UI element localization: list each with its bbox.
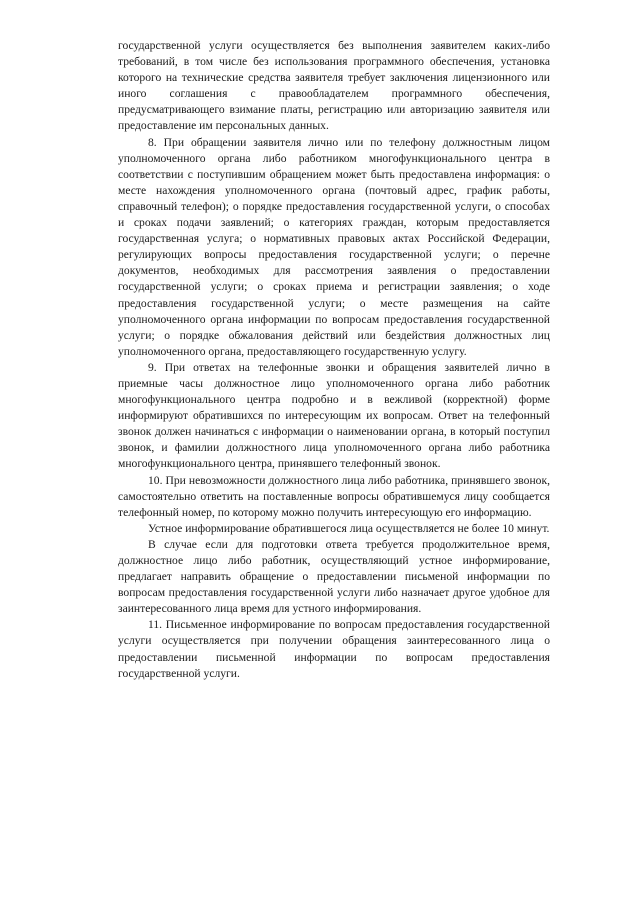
paragraph-continuation: государственной услуги осуществляется без выполнения заявителем каких-либо требований, в том числе без использования программного обеспечения, установка которого на технические средства заявителя требует заключения лицензионного или иного соглашения с правообладателем программного обеспечения, предусматривающего взимание платы, регистрацию или авторизацию заявителя или предоставление им персональных данных.	[118, 39, 550, 133]
paragraph-11: 11. Письменное информирование по вопросам предоставления государственной услуги осуществляется при получении обращения заинтересованного лица о предоставлении письменной информации по вопросам предоставления государственной услуги.	[118, 618, 550, 680]
paragraph-long-answer: В случае если для подготовки ответа требуется продолжительное время, должностное лицо либо работник, осуществляющий устное информирование, предлагает направить обращение о предоставлении письменой информации по вопросам предоставления государственной услуги либо назначает другое удобное для заинтересованного лица время для устного информирования.	[118, 537, 550, 616]
paragraph-oral-info: Устное информирование обратившегося лица осуществляется не более 10 минут.	[148, 521, 550, 535]
paragraph-8: 8. При обращении заявителя лично или по телефону должностным лицом уполномоченного органа либо работником многофункционального центра в соответствии с поступившим обращением может быть предоставлена информация: о месте нахождения уполномоченного органа (почтовый адрес, график работы, справочный телефон); о порядке предоставления государственной услуги, о способах и сроках подачи заявлений; о категориях граждан, которым предоставляется государственная услуга; о нормативных правовых актах Российской Федерации, регулирующих вопросы предоставления государственной услуги; о перечне документов, необходимых для рассмотрения заявления о предоставлении государственной услуги; о сроках приема и регистрации заявления; о ходе предоставления государственной услуги; о месте размещения на сайте уполномоченного органа информации по вопросам предоставления государственной услуги; о порядке обжалования действий или бездействия должностных лиц уполномоченного органа, предоставляющего государственную услугу.	[118, 135, 550, 358]
document-body	[118, 38, 550, 682]
paragraph-10: 10. При невозможности должностного лица либо работника, принявшего звонок, самостоятельно ответить на поставленные вопросы обратившемуся лицу сообщается телефонный номер, по которому можно получить интересующую его информацию.	[118, 473, 550, 519]
paragraph-9: 9. При ответах на телефонные звонки и обращения заявителей лично в приемные часы должностное лицо уполномоченного органа либо работник многофункционального центра подробно и в вежливой (корректной) форме информируют обратившихся по интересующим их вопросам. Ответ на телефонный звонок должен начинаться с информации о наименовании органа, в который поступил звонок, и фамилии должностного лица уполномоченного органа либо работника многофункционального центра, принявшего телефонный звонок.	[118, 360, 550, 471]
